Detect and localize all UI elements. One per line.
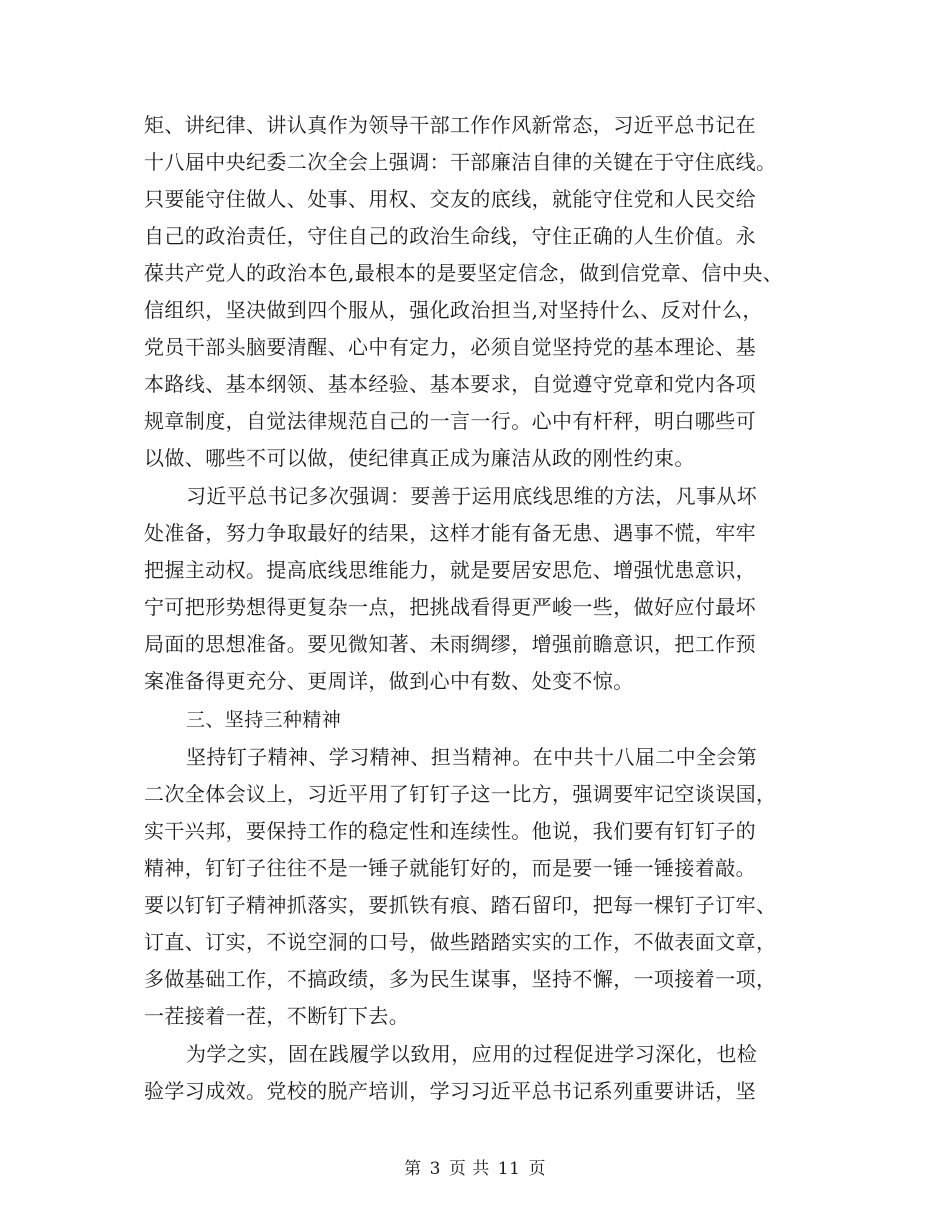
text-line: 只要能守住做人、处事、用权、交友的底线，就能守住党和人民交给 — [144, 187, 756, 211]
text-line: 处准备，努力争取最好的结果，这样才能有备无患、遇事不慌，牢牢 — [144, 521, 756, 545]
text-line: 信组织，坚决做到四个服从，强化政治担当,对坚持什么、反对什么， — [144, 298, 763, 322]
page-footer — [0, 1154, 950, 1179]
text-line: 以做、哪些不可以做，使纪律真正成为廉洁从政的刚性约束。 — [144, 446, 695, 470]
text-line: 矩、讲纪律、讲认真作为领导干部工作作风新常态，习近平总书记在 — [144, 113, 756, 137]
section-heading: 三、坚持三种精神 — [186, 709, 342, 731]
text-line: 实干兴邦，要保持工作的稳定性和连续性。他说，我们要有钉钉子的 — [144, 819, 756, 843]
text-line: 十八届中央纪委二次全会上强调：干部廉洁自律的关键在于守住底线。 — [144, 150, 777, 174]
paragraph-first-line: 习近平总书记多次强调：要善于运用底线思维的方法，凡事从坏 — [186, 484, 758, 508]
text-line: 自己的政治责任，守住自己的政治生命线，守住正确的人生价值。永 — [144, 224, 756, 248]
text-line: 宁可把形势想得更复杂一点，把挑战看得更严峻一些，做好应付最坏 — [144, 595, 756, 619]
text-line: 二次全体会议上，习近平用了钉钉子这一比方，强调要牢记空谈误国， — [144, 782, 777, 806]
footer-middle: 页 共 — [448, 1159, 490, 1179]
text-line: 订直、订实，不说空洞的口号，做些踏踏实实的工作，不做表面文章， — [144, 930, 777, 954]
footer-page-total: 11 — [497, 1159, 521, 1179]
text-line: 一茬接着一茬，不断钉下去。 — [144, 1004, 410, 1028]
paragraph-first-line: 为学之实，固在践履学以致用，应用的过程促进学习深化，也检 — [186, 1042, 758, 1066]
footer-prefix: 第 — [404, 1159, 422, 1179]
footer-page-number: 3 — [429, 1159, 441, 1179]
text-line: 把握主动权。提高底线思维能力，就是要居安思危、增强忧患意识， — [144, 558, 756, 582]
text-line: 葆共产党人的政治本色,最根本的是要坚定信念，做到信党章、信中央、 — [144, 261, 784, 285]
paragraph-first-line: 坚持钉子精神、学习精神、担当精神。在中共十八届二中全会第 — [186, 745, 758, 769]
text-line: 本路线、基本纲领、基本经验、基本要求，自觉遵守党章和党内各项 — [144, 372, 756, 396]
text-line: 局面的思想准备。要见微知著、未雨绸缪，增强前瞻意识，把工作预 — [144, 632, 756, 656]
text-line: 多做基础工作，不搞政绩，多为民生谋事，坚持不懈，一项接着一项， — [144, 967, 777, 991]
footer-suffix: 页 — [528, 1159, 546, 1179]
text-line: 规章制度，自觉法律规范自己的一言一行。心中有杆秤，明白哪些可 — [144, 409, 756, 433]
text-line: 验学习成效。党校的脱产培训，学习习近平总书记系列重要讲话，坚 — [144, 1079, 756, 1103]
text-line: 案准备得更充分、更周详，做到心中有数、处变不惊。 — [144, 669, 634, 693]
text-line: 党员干部头脑要清醒、心中有定力，必须自觉坚持党的基本理论、基 — [144, 335, 756, 359]
text-line: 要以钉钉子精神抓落实，要抓铁有痕、踏石留印，把每一棵钉子订牢、 — [144, 893, 777, 917]
text-line: 精神，钉钉子往往不是一锤子就能钉好的，而是要一锤一锤接着敲。 — [144, 856, 756, 880]
